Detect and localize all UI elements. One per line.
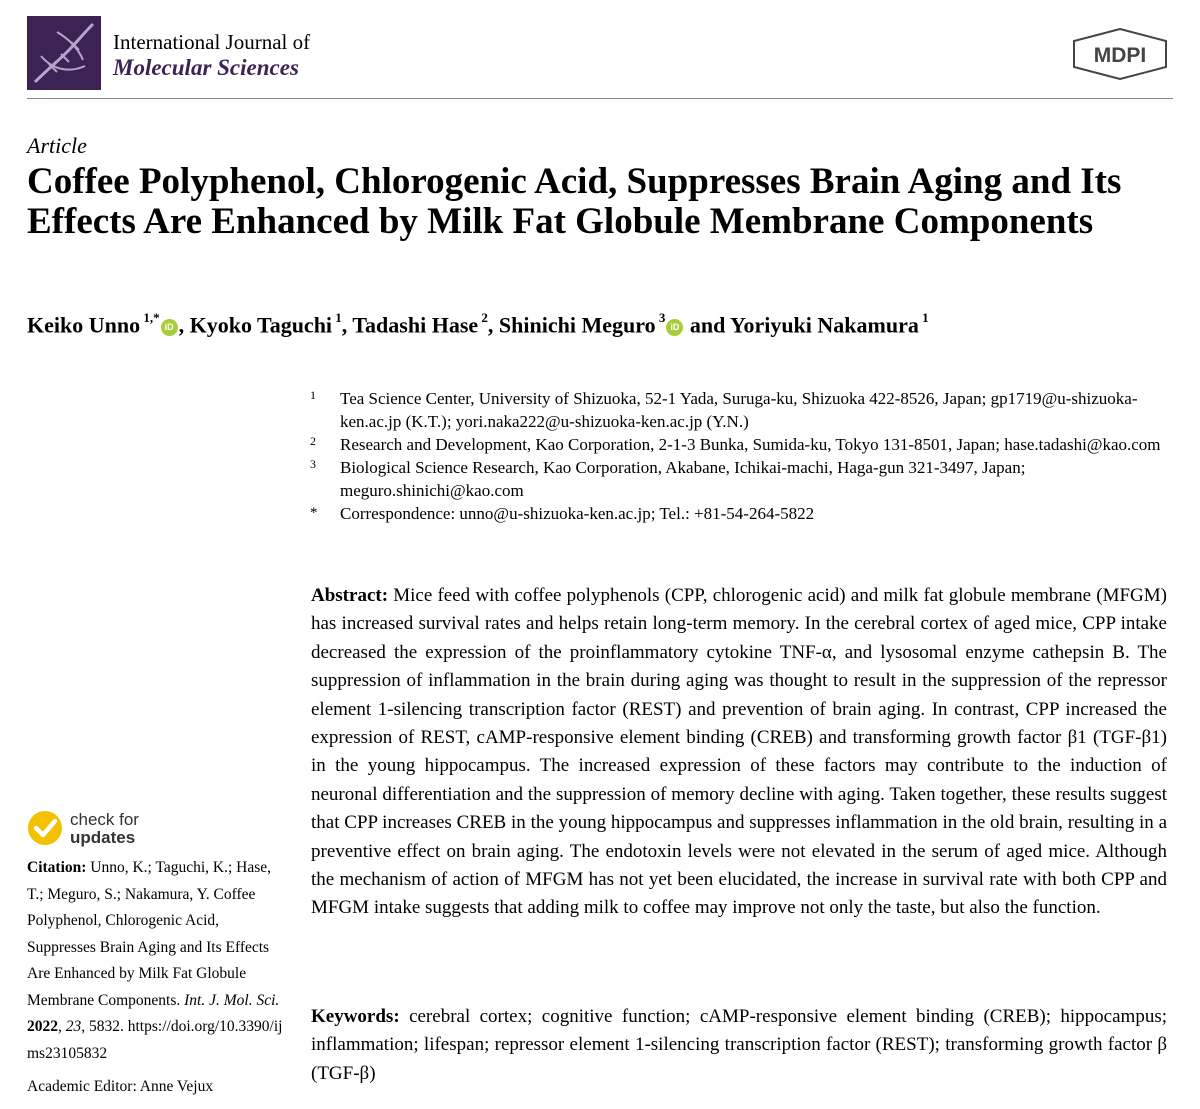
check-updates-line1[interactable]: check for bbox=[70, 810, 139, 829]
publisher-name: MDPI bbox=[1093, 44, 1147, 67]
author-name: Keiko Unno bbox=[27, 312, 141, 338]
citation-label: Citation: bbox=[27, 859, 87, 876]
affiliation-text: Biological Science Research, Kao Corporation, Akabane, Ichikai-machi, Haga-gun 321-3497, Japan; meguro.shinichi@kao.com bbox=[340, 458, 1026, 500]
affiliation-marker: 3 bbox=[310, 457, 316, 471]
affiliation-marker: 2 bbox=[310, 434, 316, 448]
orcid-icon[interactable]: iD bbox=[666, 319, 683, 336]
citation-doi-link[interactable]: https://doi.org/10.3390/ijms23105832 bbox=[27, 1018, 283, 1062]
keywords-text: cerebral cortex; cognitive function; cAMP-responsive element binding (CREB); hippocampus; inflammation; lifespan; repressor element 1-silencing transcription factor (REST); transforming growth factor β (TGF-β) bbox=[311, 1006, 1167, 1084]
affiliation-item bbox=[310, 456, 1170, 502]
author-name: Kyoko Taguchi bbox=[189, 312, 333, 338]
affiliation-text: Correspondence: unno@u-shizuoka-ken.ac.jp; Tel.: +81-54-264-5822 bbox=[340, 504, 815, 523]
author-separator: , bbox=[178, 312, 190, 338]
author-affiliation-marker: 1,* bbox=[143, 310, 160, 325]
author-affiliation-marker: 3 bbox=[658, 310, 666, 325]
author-affiliation-marker: 1 bbox=[335, 310, 342, 325]
author-affiliation-marker: 1 bbox=[922, 310, 929, 325]
affiliation-marker: 1 bbox=[310, 388, 316, 402]
affiliation-item bbox=[310, 502, 1170, 525]
author-list bbox=[27, 312, 929, 338]
author-affiliation-marker: 2 bbox=[481, 310, 488, 325]
affiliation-marker: * bbox=[310, 505, 318, 521]
check-for-updates-icon[interactable] bbox=[27, 810, 63, 846]
author-separator: , bbox=[341, 312, 353, 338]
affiliation-item bbox=[310, 387, 1170, 433]
author-separator: and bbox=[684, 312, 730, 338]
abstract-text: Mice feed with coffee polyphenols (CPP, chlorogenic acid) and milk fat globule membrane (MFGM) has increased survival rates and helps retain long-term memory. In the cerebral cortex of aged mice, CPP intake decreased the expression of the proinflammatory cytokine TNF-α, and lysosomal enzyme cathepsin B. The suppression of inflammation in the brain during aging was thought to result in the suppression of the repressor element 1-silencing transcription factor (REST) and prevention of brain aging. In contrast, CPP increased the expression of REST, cAMP-responsive element binding (CREB) and transforming growth factor β1 (TGF-β1) in the young hippocampus. The increased expression of these factors may contribute to the induction of neuronal differentiation and the suppression of memory decline with aging. Taken together, these results suggest that CPP increases CREB in the young hippocampus and suppresses inflammation in the old brain, resulting in a preventive effect on brain aging. The endotoxin levels were not elevated in the serum of aged mice. Although the mechanism of action of MFGM has not yet been elucidated, the increase in survival rate with both CPP and MFGM intake suggests that adding milk to coffee may improve not only the taste, but also the function. bbox=[311, 585, 1168, 919]
journal-name-line2: Molecular Sciences bbox=[113, 55, 299, 80]
author-name: Tadashi Hase bbox=[352, 312, 479, 338]
dna-helix-icon bbox=[27, 16, 101, 90]
citation: Citation: Unno, K.; Taguchi, K.; Hase, T.; Meguro, S.; Nakamura, Y. Coffee Polyphenol, Chlorogenic Acid, Suppresses Brain Aging and Its Effects Are Enhanced by Milk Fat Globule Membrane Components. Int. J. Mol. Sci. 2022, 23, 5832. https://doi.org/10.3390/ijms23105832 bbox=[27, 859, 283, 1062]
author-name: Shinichi Meguro bbox=[498, 312, 656, 338]
header-divider bbox=[27, 98, 1173, 99]
affiliation-text: Research and Development, Kao Corporation, 2-1-3 Bunka, Sumida-ku, Tokyo 131-8501, Japan; hase.tadashi@kao.com bbox=[340, 435, 1161, 454]
orcid-icon[interactable]: iD bbox=[161, 319, 178, 336]
citation-journal: Int. J. Mol. Sci. bbox=[184, 991, 280, 1009]
journal-name-line1: International Journal of bbox=[113, 30, 311, 54]
article-type: Article bbox=[27, 133, 87, 158]
citation-volume: 23 bbox=[65, 1018, 82, 1035]
abstract bbox=[311, 582, 1167, 923]
publisher-logo bbox=[1072, 28, 1168, 80]
affiliation-item bbox=[310, 433, 1170, 456]
affiliations bbox=[310, 387, 1170, 525]
citation-pages: 5832. bbox=[89, 1018, 124, 1035]
keywords-label: Keywords: bbox=[311, 1006, 400, 1027]
affiliation-text: Tea Science Center, University of Shizuoka, 52-1 Yada, Suruga-ku, Shizuoka 422-8526, Japan; gp1719@u-shizuoka-ken.ac.jp (K.T.); yori.naka222@u-shizuoka-ken.ac.jp (Y.N.) bbox=[340, 389, 1138, 431]
author-separator: , bbox=[487, 312, 499, 338]
check-updates-line2[interactable]: updates bbox=[70, 828, 136, 847]
citation-text: Unno, K.; Taguchi, K.; Hase, T.; Meguro, S.; Nakamura, Y. Coffee Polyphenol, Chlorogenic Acid, Suppresses Brain Aging and Its Effects Are Enhanced by Milk Fat Globule Membrane Components. bbox=[27, 859, 272, 1009]
academic-editor: Academic Editor: Anne Vejux bbox=[27, 1078, 214, 1095]
citation-year: 2022 bbox=[27, 1018, 58, 1035]
paper-title: Coffee Polyphenol, Chlorogenic Acid, Suppresses Brain Aging and Its Effects Are Enhanced by Milk Fat Globule Membrane Components bbox=[27, 161, 1122, 242]
author-name: Yoriyuki Nakamura bbox=[730, 312, 919, 338]
abstract-label: Abstract: bbox=[311, 585, 389, 606]
keywords bbox=[311, 1003, 1167, 1088]
journal-logo bbox=[27, 16, 101, 90]
